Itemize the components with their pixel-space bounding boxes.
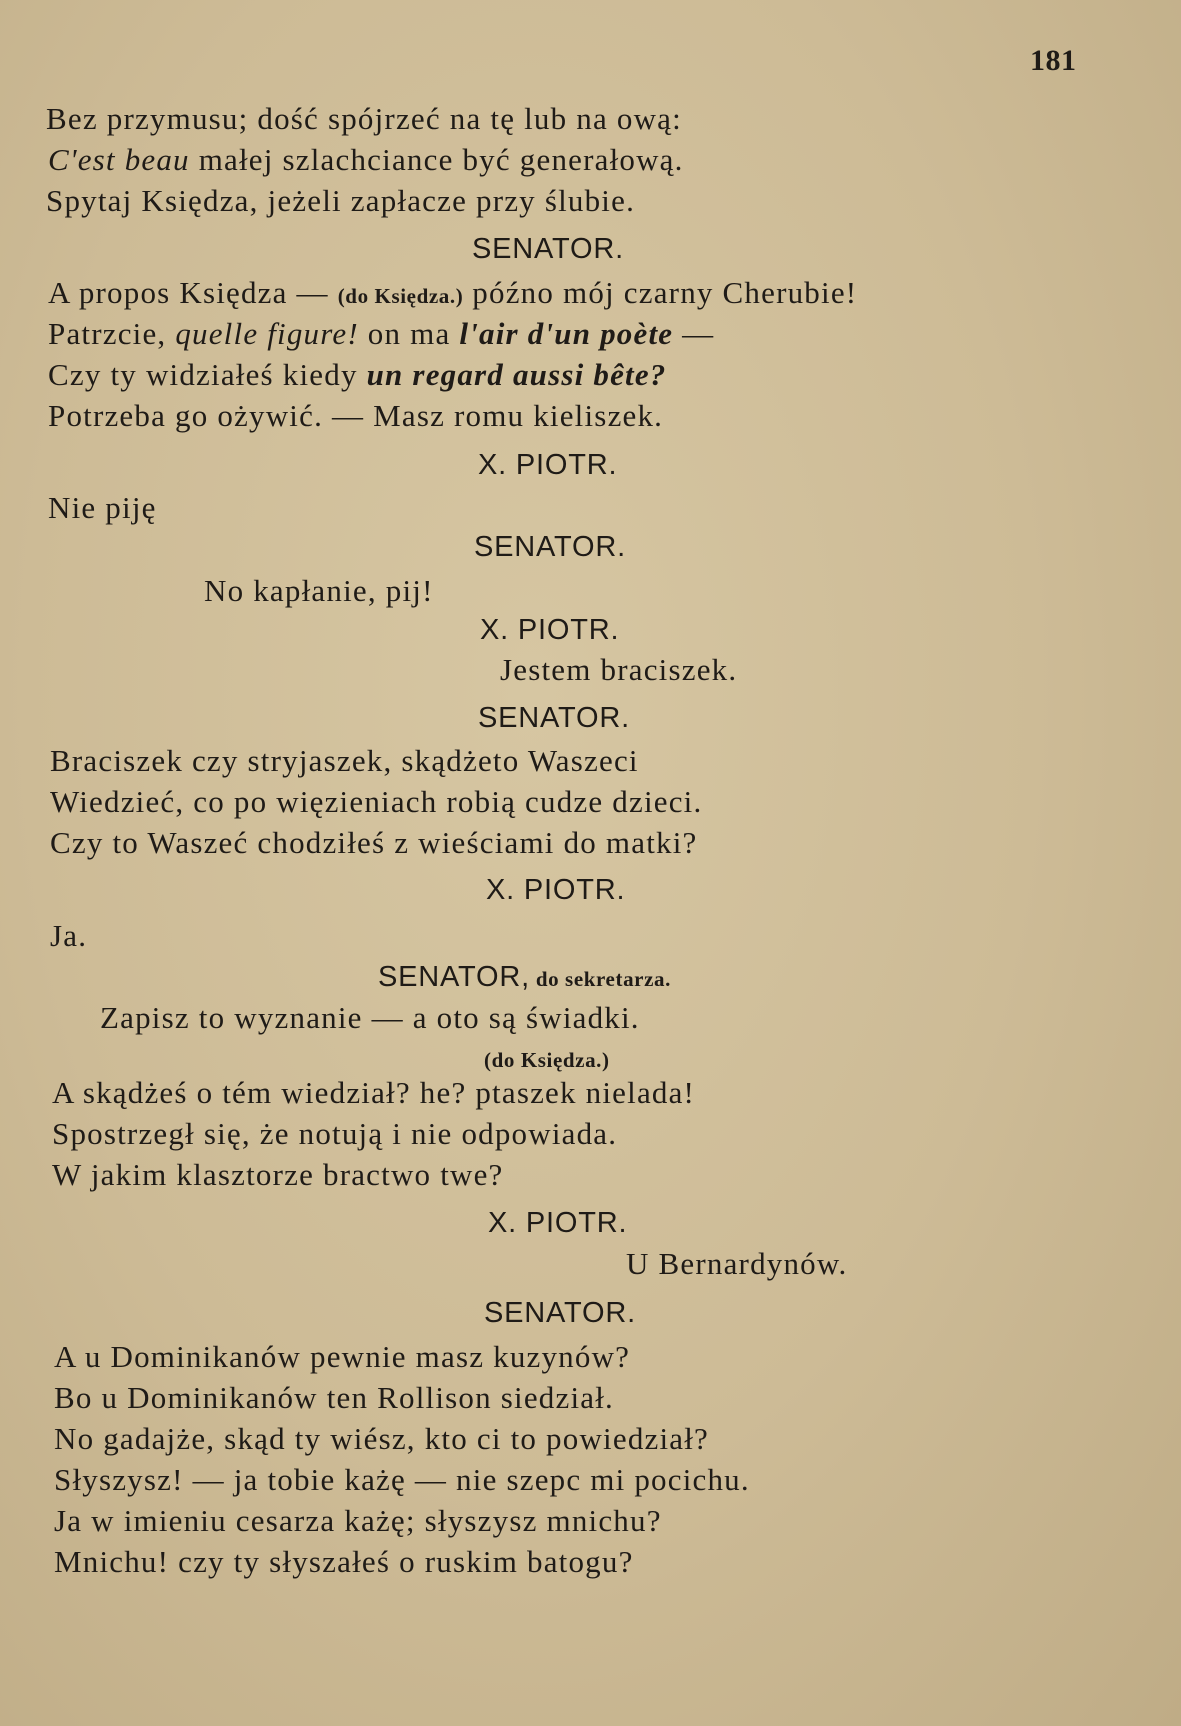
verse-line: Ja w imieniu cesarza każę; słyszysz mnichu?	[54, 1503, 662, 1538]
speaker-name: SENATOR,	[378, 961, 530, 993]
stage-direction: (do Księdza.)	[484, 1048, 610, 1072]
verse-line: Jestem braciszek.	[500, 652, 738, 687]
verse-line: Bez przymusu; dość spójrzeć na tę lub na ową:	[46, 101, 682, 136]
verse-text: A propos Księdza —	[48, 275, 338, 310]
verse-text: Czy ty widziałeś kiedy	[48, 357, 367, 392]
verse-line: Spostrzegł się, że notują i nie odpowiada.	[52, 1116, 618, 1151]
verse-line: Braciszek czy stryjaszek, skądżeto Waszeci	[50, 743, 639, 778]
verse-line: U Bernardynów.	[626, 1246, 848, 1281]
french-phrase: l'air d'un poète	[459, 316, 674, 351]
speaker-heading: X. PIOTR.	[480, 614, 620, 646]
verse-line: Bo u Dominikanów ten Rollison siedział.	[54, 1380, 614, 1415]
verse-line: Spytaj Księdza, jeżeli zapłacze przy ślubie.	[46, 183, 636, 218]
speaker-heading: X. PIOTR.	[488, 1207, 628, 1239]
speaker-heading	[378, 960, 671, 996]
verse-line: Słyszysz! — ja tobie każę — nie szepc mi pocichu.	[54, 1462, 750, 1497]
verse-line: A skądżeś o tém wiedział? he? ptaszek nielada!	[52, 1075, 696, 1110]
stage-direction: (do Księdza.)	[337, 284, 464, 308]
stage-direction: do sekretarza.	[529, 967, 671, 991]
verse-line: No gadajże, skąd ty wiész, kto ci to powiedział?	[54, 1421, 710, 1456]
verse-text: —	[673, 316, 715, 351]
verse-line: Mnichu! czy ty słyszałeś o ruskim batogu?	[54, 1544, 634, 1579]
verse-line	[48, 316, 714, 352]
verse-line	[48, 142, 684, 178]
verse-line: A u Dominikanów pewnie masz kuzynów?	[54, 1339, 631, 1374]
french-phrase: un regard aussi bête?	[366, 357, 667, 392]
verse-text: małej szlachciance być generałową.	[189, 142, 684, 177]
speaker-heading: SENATOR.	[478, 702, 630, 734]
verse-line: Ja.	[50, 918, 88, 953]
verse-text: późno mój czarny Cherubie!	[463, 275, 858, 310]
verse-line: Potrzeba go ożywić. — Masz romu kieliszek.	[48, 398, 664, 433]
french-phrase: quelle figure!	[175, 316, 359, 351]
verse-line	[48, 357, 667, 393]
verse-line: Wiedzieć, co po więzieniach robią cudze dzieci.	[50, 784, 703, 819]
speaker-heading: X. PIOTR.	[478, 449, 618, 481]
verse-line: No kapłanie, pij!	[204, 573, 434, 608]
speaker-heading: X. PIOTR.	[486, 874, 626, 906]
french-phrase: C'est beau	[48, 142, 190, 177]
speaker-heading: SENATOR.	[474, 531, 626, 563]
page-number: 181	[1030, 44, 1077, 77]
verse-line: Nie piję	[48, 490, 157, 525]
verse-line: Czy to Waszeć chodziłeś z wieściami do matki?	[50, 825, 698, 860]
verse-line	[48, 275, 857, 314]
verse-text: Patrzcie,	[48, 316, 176, 351]
speaker-heading: SENATOR.	[472, 233, 624, 265]
verse-line: W jakim klasztorze bractwo twe?	[52, 1157, 504, 1192]
speaker-heading: SENATOR.	[484, 1297, 636, 1329]
verse-line: Zapisz to wyznanie — a oto są świadki.	[100, 1000, 640, 1035]
verse-text: on ma	[358, 316, 460, 351]
